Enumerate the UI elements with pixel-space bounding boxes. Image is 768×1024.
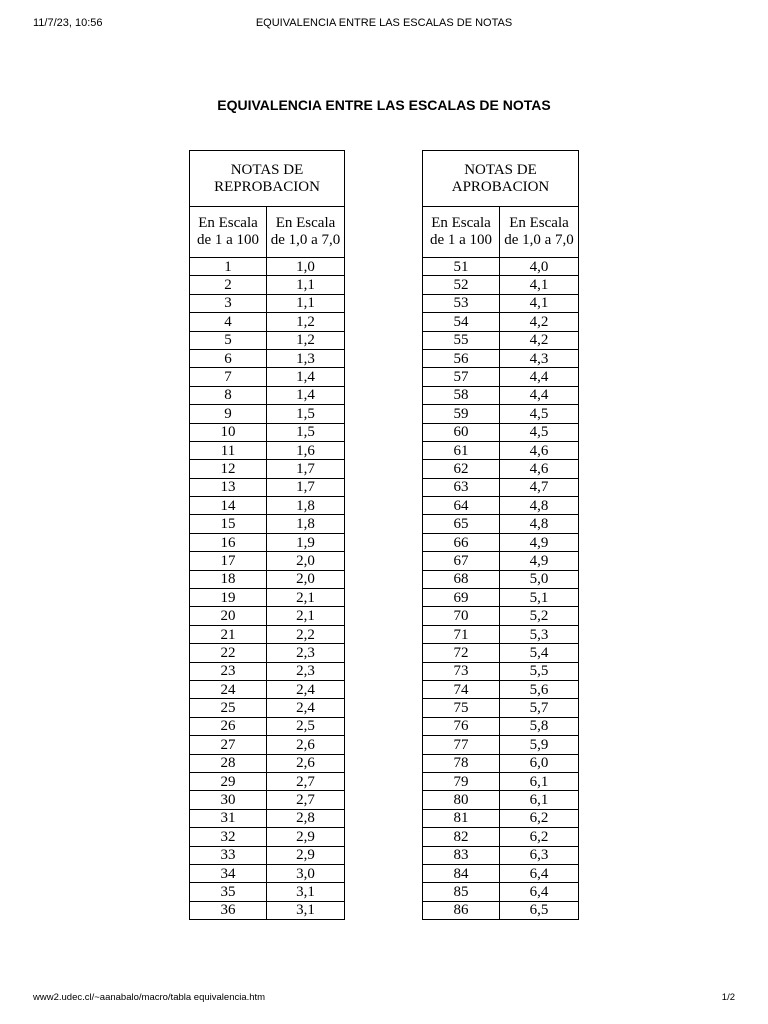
cell-scale-100: 9 — [190, 405, 267, 423]
table-row — [190, 828, 345, 846]
table-row — [423, 368, 579, 386]
table-row — [423, 883, 579, 901]
table-row — [423, 772, 579, 790]
cell-scale-100: 84 — [423, 864, 500, 882]
cell-scale-100: 20 — [190, 607, 267, 625]
table-row — [423, 901, 579, 919]
reprobacion-group-header — [190, 151, 345, 207]
cell-scale-7: 2,4 — [267, 680, 345, 698]
cell-scale-100: 19 — [190, 589, 267, 607]
cell-scale-7: 4,6 — [500, 441, 579, 459]
cell-scale-7: 3,0 — [267, 864, 345, 882]
cell-scale-7: 6,1 — [500, 772, 579, 790]
reprobacion-table — [189, 150, 345, 920]
cell-scale-100: 15 — [190, 515, 267, 533]
cell-scale-7: 2,3 — [267, 644, 345, 662]
table-row — [190, 699, 345, 717]
cell-scale-100: 4 — [190, 313, 267, 331]
column-header-line1: En Escala — [275, 215, 336, 231]
aprobacion-table — [422, 150, 579, 920]
cell-scale-7: 1,0 — [267, 258, 345, 276]
cell-scale-100: 22 — [190, 644, 267, 662]
cell-scale-7: 2,7 — [267, 772, 345, 790]
cell-scale-100: 8 — [190, 386, 267, 404]
table-row — [423, 791, 579, 809]
cell-scale-7: 2,3 — [267, 662, 345, 680]
cell-scale-100: 56 — [423, 349, 500, 367]
cell-scale-7: 5,8 — [500, 717, 579, 735]
reprobacion-rows — [190, 258, 345, 920]
cell-scale-7: 5,4 — [500, 644, 579, 662]
cell-scale-7: 6,4 — [500, 883, 579, 901]
print-header-datetime: 11/7/23, 10:56 — [33, 17, 103, 29]
table-row — [190, 331, 345, 349]
table-row — [190, 405, 345, 423]
cell-scale-7: 5,2 — [500, 607, 579, 625]
cell-scale-7: 3,1 — [267, 883, 345, 901]
cell-scale-7: 5,1 — [500, 589, 579, 607]
cell-scale-100: 76 — [423, 717, 500, 735]
cell-scale-7: 1,2 — [267, 331, 345, 349]
cell-scale-100: 67 — [423, 552, 500, 570]
cell-scale-100: 12 — [190, 460, 267, 478]
cell-scale-7: 5,7 — [500, 699, 579, 717]
table-row — [190, 570, 345, 588]
cell-scale-100: 54 — [423, 313, 500, 331]
table-row — [190, 772, 345, 790]
column-header-scale-7 — [500, 207, 579, 258]
cell-scale-7: 4,3 — [500, 349, 579, 367]
cell-scale-100: 62 — [423, 460, 500, 478]
cell-scale-100: 33 — [190, 846, 267, 864]
cell-scale-7: 6,2 — [500, 809, 579, 827]
cell-scale-7: 4,8 — [500, 515, 579, 533]
table-row — [190, 680, 345, 698]
table-row — [190, 717, 345, 735]
group-header-line2: REPROBACION — [214, 178, 320, 195]
table-row — [190, 644, 345, 662]
table-row — [190, 423, 345, 441]
table-row — [423, 607, 579, 625]
table-row — [423, 552, 579, 570]
cell-scale-7: 2,6 — [267, 754, 345, 772]
cell-scale-7: 1,5 — [267, 405, 345, 423]
cell-scale-7: 2,2 — [267, 625, 345, 643]
table-row — [190, 497, 345, 515]
column-header-line2: de 1,0 a 7,0 — [504, 232, 574, 248]
cell-scale-100: 64 — [423, 497, 500, 515]
cell-scale-7: 2,0 — [267, 552, 345, 570]
cell-scale-100: 53 — [423, 294, 500, 312]
table-row — [423, 717, 579, 735]
table-row — [423, 680, 579, 698]
aprobacion-rows — [423, 258, 579, 920]
cell-scale-100: 65 — [423, 515, 500, 533]
table-row — [190, 736, 345, 754]
cell-scale-100: 79 — [423, 772, 500, 790]
cell-scale-100: 18 — [190, 570, 267, 588]
cell-scale-7: 1,2 — [267, 313, 345, 331]
cell-scale-7: 4,0 — [500, 258, 579, 276]
cell-scale-7: 4,7 — [500, 478, 579, 496]
table-row — [190, 864, 345, 882]
table-row — [423, 331, 579, 349]
column-header-line2: de 1,0 a 7,0 — [270, 232, 341, 248]
cell-scale-100: 13 — [190, 478, 267, 496]
cell-scale-7: 2,1 — [267, 607, 345, 625]
table-row — [190, 276, 345, 294]
cell-scale-100: 85 — [423, 883, 500, 901]
table-row — [423, 625, 579, 643]
cell-scale-100: 10 — [190, 423, 267, 441]
cell-scale-7: 6,3 — [500, 846, 579, 864]
cell-scale-7: 2,5 — [267, 717, 345, 735]
table-row — [423, 349, 579, 367]
cell-scale-100: 57 — [423, 368, 500, 386]
column-header-line1: En Escala — [509, 215, 569, 231]
cell-scale-7: 4,8 — [500, 497, 579, 515]
cell-scale-100: 29 — [190, 772, 267, 790]
cell-scale-7: 4,5 — [500, 423, 579, 441]
group-header-line1: NOTAS DE — [464, 161, 537, 178]
cell-scale-7: 4,2 — [500, 313, 579, 331]
cell-scale-100: 72 — [423, 644, 500, 662]
table-row — [423, 846, 579, 864]
table-row — [423, 570, 579, 588]
cell-scale-100: 14 — [190, 497, 267, 515]
cell-scale-7: 6,5 — [500, 901, 579, 919]
cell-scale-100: 82 — [423, 828, 500, 846]
cell-scale-100: 71 — [423, 625, 500, 643]
table-row — [423, 828, 579, 846]
column-header-line2: de 1 a 100 — [429, 232, 493, 248]
cell-scale-7: 1,8 — [267, 515, 345, 533]
group-header-line2: APROBACION — [451, 178, 550, 195]
cell-scale-100: 32 — [190, 828, 267, 846]
cell-scale-100: 73 — [423, 662, 500, 680]
cell-scale-7: 5,9 — [500, 736, 579, 754]
column-header-line1: En Escala — [198, 215, 258, 231]
table-row — [423, 460, 579, 478]
cell-scale-100: 61 — [423, 441, 500, 459]
cell-scale-7: 2,6 — [267, 736, 345, 754]
cell-scale-100: 68 — [423, 570, 500, 588]
table-row — [423, 405, 579, 423]
cell-scale-7: 5,6 — [500, 680, 579, 698]
cell-scale-7: 4,4 — [500, 386, 579, 404]
cell-scale-100: 1 — [190, 258, 267, 276]
column-header-scale-7 — [267, 207, 345, 258]
table-row — [190, 625, 345, 643]
cell-scale-100: 25 — [190, 699, 267, 717]
table-row — [423, 589, 579, 607]
cell-scale-7: 2,4 — [267, 699, 345, 717]
table-row — [423, 386, 579, 404]
cell-scale-7: 2,0 — [267, 570, 345, 588]
cell-scale-7: 1,7 — [267, 460, 345, 478]
cell-scale-7: 4,5 — [500, 405, 579, 423]
cell-scale-100: 70 — [423, 607, 500, 625]
table-row — [190, 441, 345, 459]
cell-scale-100: 2 — [190, 276, 267, 294]
table-row — [190, 460, 345, 478]
cell-scale-100: 59 — [423, 405, 500, 423]
cell-scale-7: 4,9 — [500, 533, 579, 551]
group-header-line1: NOTAS DE — [230, 161, 304, 178]
table-row — [423, 736, 579, 754]
column-header-line2: de 1 a 100 — [196, 232, 260, 248]
table-row — [423, 423, 579, 441]
cell-scale-100: 6 — [190, 349, 267, 367]
table-row — [423, 754, 579, 772]
cell-scale-7: 5,0 — [500, 570, 579, 588]
cell-scale-100: 30 — [190, 791, 267, 809]
cell-scale-100: 26 — [190, 717, 267, 735]
cell-scale-100: 34 — [190, 864, 267, 882]
cell-scale-100: 81 — [423, 809, 500, 827]
cell-scale-7: 1,8 — [267, 497, 345, 515]
table-row — [423, 258, 579, 276]
cell-scale-7: 1,4 — [267, 386, 345, 404]
table-row — [423, 809, 579, 827]
cell-scale-7: 1,7 — [267, 478, 345, 496]
cell-scale-100: 27 — [190, 736, 267, 754]
table-row — [423, 864, 579, 882]
cell-scale-7: 6,0 — [500, 754, 579, 772]
cell-scale-100: 69 — [423, 589, 500, 607]
cell-scale-7: 1,3 — [267, 349, 345, 367]
print-footer-page-number: 1/2 — [721, 992, 735, 1003]
print-header-title: EQUIVALENCIA ENTRE LAS ESCALAS DE NOTAS — [255, 17, 513, 29]
table-row — [190, 349, 345, 367]
cell-scale-7: 5,5 — [500, 662, 579, 680]
table-row — [190, 589, 345, 607]
table-row — [190, 478, 345, 496]
table-row — [423, 497, 579, 515]
cell-scale-7: 1,6 — [267, 441, 345, 459]
cell-scale-100: 60 — [423, 423, 500, 441]
table-row — [423, 313, 579, 331]
cell-scale-7: 2,8 — [267, 809, 345, 827]
cell-scale-100: 11 — [190, 441, 267, 459]
cell-scale-100: 31 — [190, 809, 267, 827]
table-row — [423, 662, 579, 680]
cell-scale-100: 36 — [190, 901, 267, 919]
table-row — [190, 883, 345, 901]
table-row — [190, 386, 345, 404]
table-row — [190, 258, 345, 276]
cell-scale-100: 74 — [423, 680, 500, 698]
cell-scale-7: 4,2 — [500, 331, 579, 349]
table-row — [190, 294, 345, 312]
aprobacion-group-header — [423, 151, 579, 207]
table-row — [423, 644, 579, 662]
cell-scale-7: 1,5 — [267, 423, 345, 441]
table-row — [190, 754, 345, 772]
cell-scale-100: 7 — [190, 368, 267, 386]
cell-scale-7: 6,2 — [500, 828, 579, 846]
cell-scale-7: 3,1 — [267, 901, 345, 919]
cell-scale-7: 4,4 — [500, 368, 579, 386]
cell-scale-7: 6,4 — [500, 864, 579, 882]
cell-scale-7: 4,1 — [500, 294, 579, 312]
cell-scale-100: 77 — [423, 736, 500, 754]
table-row — [190, 515, 345, 533]
page-title: EQUIVALENCIA ENTRE LAS ESCALAS DE NOTAS — [217, 97, 551, 113]
column-header-scale-100 — [423, 207, 500, 258]
table-row — [190, 607, 345, 625]
table-row — [190, 533, 345, 551]
cell-scale-100: 23 — [190, 662, 267, 680]
cell-scale-7: 2,9 — [267, 828, 345, 846]
cell-scale-100: 21 — [190, 625, 267, 643]
table-row — [190, 313, 345, 331]
table-row — [423, 294, 579, 312]
cell-scale-7: 6,1 — [500, 791, 579, 809]
cell-scale-100: 75 — [423, 699, 500, 717]
table-row — [190, 809, 345, 827]
table-row — [423, 533, 579, 551]
cell-scale-7: 1,4 — [267, 368, 345, 386]
table-row — [190, 552, 345, 570]
column-header-scale-100 — [190, 207, 267, 258]
cell-scale-100: 5 — [190, 331, 267, 349]
cell-scale-7: 1,1 — [267, 276, 345, 294]
cell-scale-100: 52 — [423, 276, 500, 294]
cell-scale-100: 83 — [423, 846, 500, 864]
print-footer-url: www2.udec.cl/~aanabalo/macro/tabla equivalencia.htm — [33, 992, 266, 1003]
column-header-line1: En Escala — [431, 215, 491, 231]
cell-scale-100: 86 — [423, 901, 500, 919]
table-row — [423, 515, 579, 533]
cell-scale-100: 63 — [423, 478, 500, 496]
table-row — [423, 699, 579, 717]
cell-scale-7: 2,9 — [267, 846, 345, 864]
cell-scale-7: 4,9 — [500, 552, 579, 570]
cell-scale-7: 1,1 — [267, 294, 345, 312]
table-row — [190, 368, 345, 386]
cell-scale-7: 2,7 — [267, 791, 345, 809]
table-row — [190, 662, 345, 680]
table-row — [423, 276, 579, 294]
cell-scale-7: 2,1 — [267, 589, 345, 607]
table-row — [190, 846, 345, 864]
cell-scale-100: 3 — [190, 294, 267, 312]
cell-scale-100: 55 — [423, 331, 500, 349]
cell-scale-100: 51 — [423, 258, 500, 276]
cell-scale-100: 16 — [190, 533, 267, 551]
cell-scale-100: 58 — [423, 386, 500, 404]
cell-scale-7: 4,6 — [500, 460, 579, 478]
cell-scale-7: 4,1 — [500, 276, 579, 294]
cell-scale-100: 66 — [423, 533, 500, 551]
cell-scale-100: 24 — [190, 680, 267, 698]
cell-scale-100: 78 — [423, 754, 500, 772]
cell-scale-100: 80 — [423, 791, 500, 809]
cell-scale-7: 5,3 — [500, 625, 579, 643]
table-row — [423, 478, 579, 496]
cell-scale-7: 1,9 — [267, 533, 345, 551]
cell-scale-100: 17 — [190, 552, 267, 570]
table-row — [190, 901, 345, 919]
table-row — [423, 441, 579, 459]
table-row — [190, 791, 345, 809]
cell-scale-100: 28 — [190, 754, 267, 772]
cell-scale-100: 35 — [190, 883, 267, 901]
